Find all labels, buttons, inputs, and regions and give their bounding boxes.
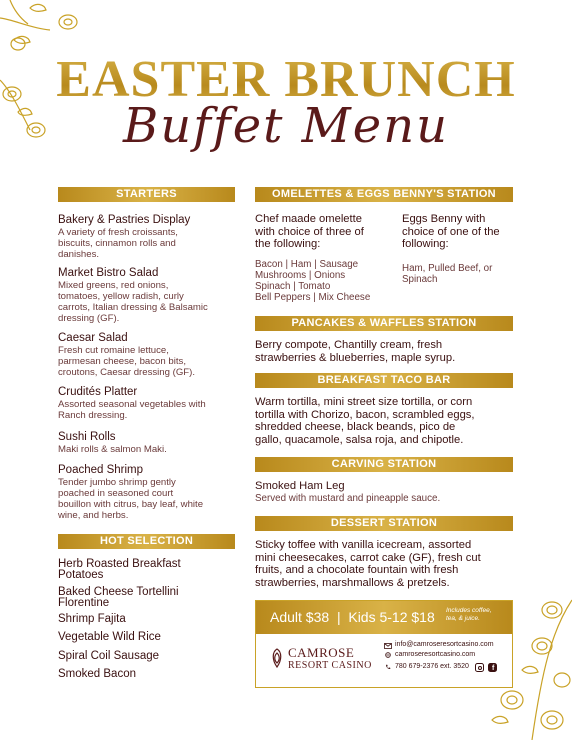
pancakes-desc xyxy=(255,339,517,364)
item-name: Baked Cheese Tortellini xyxy=(58,586,179,598)
item-name: Florentine xyxy=(58,597,110,609)
text-line: following: xyxy=(402,238,449,250)
taco-bar-desc xyxy=(255,396,517,446)
text-line: Bacon | Ham | Sausage xyxy=(255,259,359,270)
price-note xyxy=(446,607,508,623)
item-desc: A variety of fresh croissants, xyxy=(58,227,178,238)
omelette-title xyxy=(255,213,395,251)
item-name: Crudités Platter xyxy=(58,386,138,398)
dessert-desc xyxy=(255,539,517,589)
starter-item xyxy=(58,386,238,421)
text-line: Chef maade omelette xyxy=(255,213,362,225)
item-desc: Maki rolls & salmon Maki. xyxy=(58,444,167,455)
item-name: Poached Shrimp xyxy=(58,464,144,476)
item-desc: carrots, Italian dressing & Balsamic xyxy=(58,302,208,313)
taco-bar-header: BREAKFAST TACO BAR xyxy=(255,373,513,388)
item-desc: tomatoes, yellow radish, curly xyxy=(58,291,184,302)
contact-website[interactable]: camroseresortcasino.com xyxy=(395,651,476,658)
item-desc: parmesan cheese, bacon bits, xyxy=(58,356,186,367)
item-name: Smoked Bacon xyxy=(58,668,136,680)
item-desc: wine, and herbs. xyxy=(58,510,129,521)
hot-item xyxy=(58,632,238,643)
price-text: Adult $38 | Kids 5-12 $18 xyxy=(270,609,435,625)
carving-header: CARVING STATION xyxy=(255,457,513,472)
text-line: Mushrooms | Onions xyxy=(255,270,346,281)
starter-item xyxy=(58,267,238,324)
item-name: Potatoes xyxy=(58,569,104,581)
text-line: Spinach | Tomato xyxy=(255,281,331,292)
text-line: mini cheesecakes, carrot cake (GF), fresh cut xyxy=(255,551,481,564)
item-desc: Mixed greens, red onions, xyxy=(58,280,169,291)
text-line: Ham, Pulled Beef, or xyxy=(402,263,493,274)
eggs-benny-options xyxy=(402,263,514,285)
text-line: choice of one of the xyxy=(402,225,500,238)
email-icon xyxy=(384,643,392,649)
text-line: the following: xyxy=(255,238,321,250)
dessert-header: DESSERT STATION xyxy=(255,516,513,531)
text-line: tortilla with Chorizo, bacon, scrambled eggs, xyxy=(255,408,475,421)
text-line: tea, & juice. xyxy=(446,615,480,622)
item-desc: Fresh cut romaine lettuce, xyxy=(58,345,169,356)
contact-email[interactable]: info@camroseresortcasino.com xyxy=(395,641,494,648)
item-desc: danishes. xyxy=(58,249,100,260)
item-name: Herb Roasted Breakfast xyxy=(58,558,181,570)
item-name: Spiral Coil Sausage xyxy=(58,650,160,662)
facebook-icon[interactable]: f xyxy=(488,663,497,672)
text-line: Bell Peppers | Mix Cheese xyxy=(255,292,371,303)
camrose-logo-icon xyxy=(270,648,284,668)
text-line: fruits, and a chocolate fountain with fresh xyxy=(255,564,459,576)
carving-item-name: Smoked Ham Leg xyxy=(255,480,345,492)
item-name: Caesar Salad xyxy=(58,332,128,344)
carving-item-desc: Served with mustard and pineapple sauce. xyxy=(255,493,441,504)
text-line: strawberries, marshmallows & pretzels. xyxy=(255,576,450,589)
text-line: Sticky toffee with vanilla icecream, assorted xyxy=(255,539,472,551)
item-desc: poached in seasoned court xyxy=(58,488,174,499)
item-desc: Tender jumbo shrimp gently xyxy=(58,477,176,488)
text-line: with choice of three of xyxy=(255,225,364,238)
hot-item xyxy=(58,559,238,581)
hot-item xyxy=(58,669,238,680)
item-name: Shrimp Fajita xyxy=(58,613,126,625)
brand-subtitle: RESORT CASINO xyxy=(288,660,372,671)
text-line: Spinach xyxy=(402,274,438,285)
price-bar xyxy=(256,601,512,634)
item-name: Sushi Rolls xyxy=(58,431,116,443)
hot-selection-header: HOT SELECTION xyxy=(58,534,235,549)
starter-item xyxy=(58,332,238,378)
phone-icon xyxy=(384,664,392,670)
price-box xyxy=(255,600,513,688)
text-line: Warm tortilla, mini street size tortilla, or corn xyxy=(255,396,473,408)
hot-item xyxy=(58,651,238,662)
starter-item xyxy=(58,431,238,455)
item-desc: biscuits, cinnamon rolls and xyxy=(58,238,176,249)
item-name: Market Bistro Salad xyxy=(58,267,159,279)
text-line: strawberries & blueberries, maple syrup. xyxy=(255,351,456,364)
item-desc: bouillon with citrus, bay leaf, white xyxy=(58,499,204,510)
pancakes-header: PANCAKES & WAFFLES STATION xyxy=(255,316,513,331)
text-line: Berry compote, Chantilly cream, fresh xyxy=(255,339,443,351)
hot-item xyxy=(58,614,238,625)
starter-item xyxy=(58,214,238,260)
text-line: shredded cheese, black beands, pico de xyxy=(255,421,456,433)
item-name: Vegetable Wild Rice xyxy=(58,631,161,643)
item-desc: Assorted seasonal vegetables with xyxy=(58,399,206,410)
starter-item xyxy=(58,464,238,521)
brand-name: CAMROSE xyxy=(288,645,355,660)
globe-icon xyxy=(384,652,392,658)
text-line: gallo, quacamole, salsa roja, and chipotle. xyxy=(255,433,464,446)
item-name: Bakery & Pastries Display xyxy=(58,214,191,226)
text-line: Includes coffee, xyxy=(446,607,492,614)
page-subtitle: Buffet Menu xyxy=(122,98,450,154)
item-desc: dressing (GF). xyxy=(58,313,120,324)
text-line: Eggs Benny with xyxy=(402,213,486,225)
starters-header: STARTERS xyxy=(58,187,235,202)
hot-item xyxy=(58,587,238,609)
eggs-benny-title xyxy=(402,213,514,251)
omelette-options xyxy=(255,259,395,303)
item-desc: croutons, Caesar dressing (GF). xyxy=(58,367,196,378)
omelettes-header: OMELETTES & EGGS BENNY'S STATION xyxy=(255,187,513,202)
item-desc: Ranch dressing. xyxy=(58,410,128,421)
instagram-icon[interactable] xyxy=(475,663,484,672)
contact-phone[interactable]: 780 679-2376 ext. 3520 xyxy=(395,663,469,670)
page-title: EASTER BRUNCH xyxy=(0,50,572,109)
